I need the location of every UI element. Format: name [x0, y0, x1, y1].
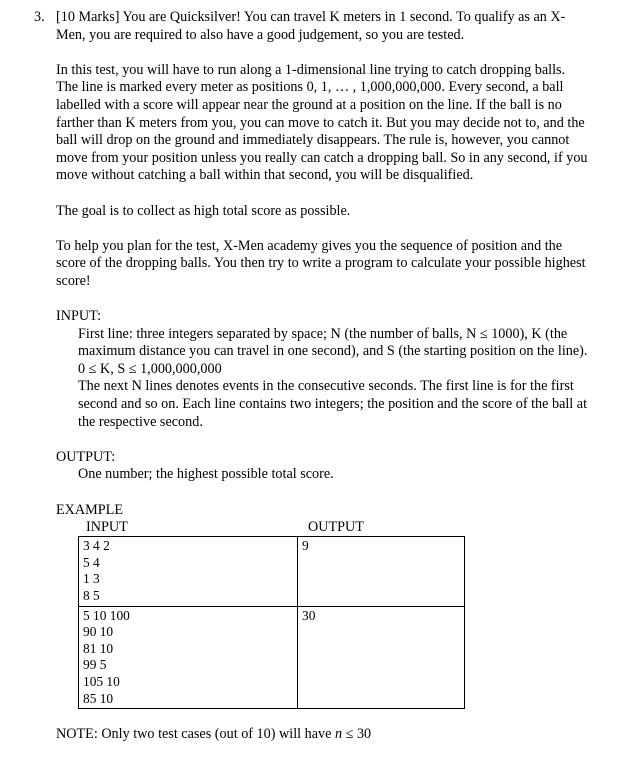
input-spec-line: the respective second.: [78, 413, 203, 430]
description-line: move from your position unless you really can catch a dropping ball. So in any second, if you: [56, 149, 588, 166]
description-line: The line is marked every meter as positions 0, 1, … , 1,000,000,000. Every second, a ball: [56, 79, 564, 96]
output-spec: [78, 466, 634, 484]
question-number: 3.: [34, 9, 45, 25]
problem-body: [56, 9, 634, 744]
goal-paragraph: The goal is to collect as high total score as possible.: [56, 202, 351, 219]
example-label: EXAMPLE: [56, 501, 123, 518]
example-input-line: 81 10: [83, 640, 114, 656]
example-output-value: 9: [302, 538, 309, 554]
input-spec: [78, 326, 634, 432]
example-output-value: 30: [302, 607, 316, 623]
note: [56, 726, 634, 744]
example-input-line: 5 4: [83, 554, 100, 570]
output-label: OUTPUT:: [56, 448, 116, 465]
note-variable: n: [334, 726, 343, 743]
example-row: [79, 537, 465, 606]
description-line: ball will drop on the ground and immediately disappears. The rule is, however, you cannot: [56, 132, 570, 149]
input-spec-line: The next N lines denotes events in the consecutive seconds. The first line is for the first: [78, 378, 574, 395]
input-spec-line: First line: three integers separated by space; N (the number of balls, N ≤ 1000), K (the: [78, 325, 568, 342]
header-line-1: [10 Marks] You are Quicksilver! You can travel K meters in 1 second. To qualify as an X-: [56, 9, 566, 25]
example-input-cell: [79, 537, 298, 606]
example-input-line: 8 5: [83, 588, 100, 603]
output-spec-line: One number; the highest possible total score.: [78, 466, 334, 483]
example-input-line: 105 10: [83, 673, 120, 689]
plan-line: To help you plan for the test, X-Men academy gives you the sequence of position and the: [56, 237, 563, 254]
example-input-line: 90 10: [83, 624, 114, 640]
input-spec-line: 0 ≤ K, S ≤ 1,000,000,000: [78, 360, 222, 377]
example-output-cell: [298, 606, 465, 709]
example-block: [56, 519, 634, 709]
description-line: move without catching a ball within that second, you will be disqualified.: [56, 167, 474, 184]
example-input-cell: [79, 606, 298, 709]
example-output-cell: [298, 537, 465, 606]
description-line: farther than K meters from you, you can move to catch it. But you may decide not to, and the: [56, 114, 585, 131]
example-row: [79, 606, 465, 709]
description-paragraph: [56, 62, 634, 185]
problem-header: [56, 9, 634, 44]
example-input-line: 85 10: [83, 690, 114, 706]
example-output-header: OUTPUT: [308, 519, 364, 536]
description-line: labelled with a score will appear near the ground at a position on the line. If the ball is no: [56, 96, 562, 113]
plan-paragraph: [56, 238, 634, 291]
plan-line: score!: [56, 272, 91, 289]
input-label: INPUT:: [56, 308, 102, 325]
header-line-2: Men, you are required to also have a good judgement, so you are tested.: [56, 26, 465, 43]
example-input-line: 3 4 2: [83, 538, 110, 554]
note-suffix: ≤ 30: [342, 726, 372, 743]
plan-line: score of the dropping balls. You then try to write a program to calculate your possible highest: [56, 255, 586, 272]
example-table: [78, 536, 465, 709]
example-input-line: 5 10 100: [83, 607, 130, 623]
input-spec-line: maximum distance you can travel in one second), and S (the starting position on the line).: [78, 343, 588, 360]
example-input-line: 1 3: [83, 571, 100, 587]
example-input-header: INPUT: [86, 519, 128, 536]
input-spec-line: second and so on. Each line contains two integers; the position and the score of the ball at: [78, 396, 588, 413]
note-prefix: NOTE: Only two test cases (out of 10) will have: [56, 726, 335, 743]
description-line: In this test, you will have to run along a 1-dimensional line trying to catch dropping balls.: [56, 61, 566, 78]
example-input-line: 99 5: [83, 657, 107, 673]
problem-3: [34, 9, 634, 744]
